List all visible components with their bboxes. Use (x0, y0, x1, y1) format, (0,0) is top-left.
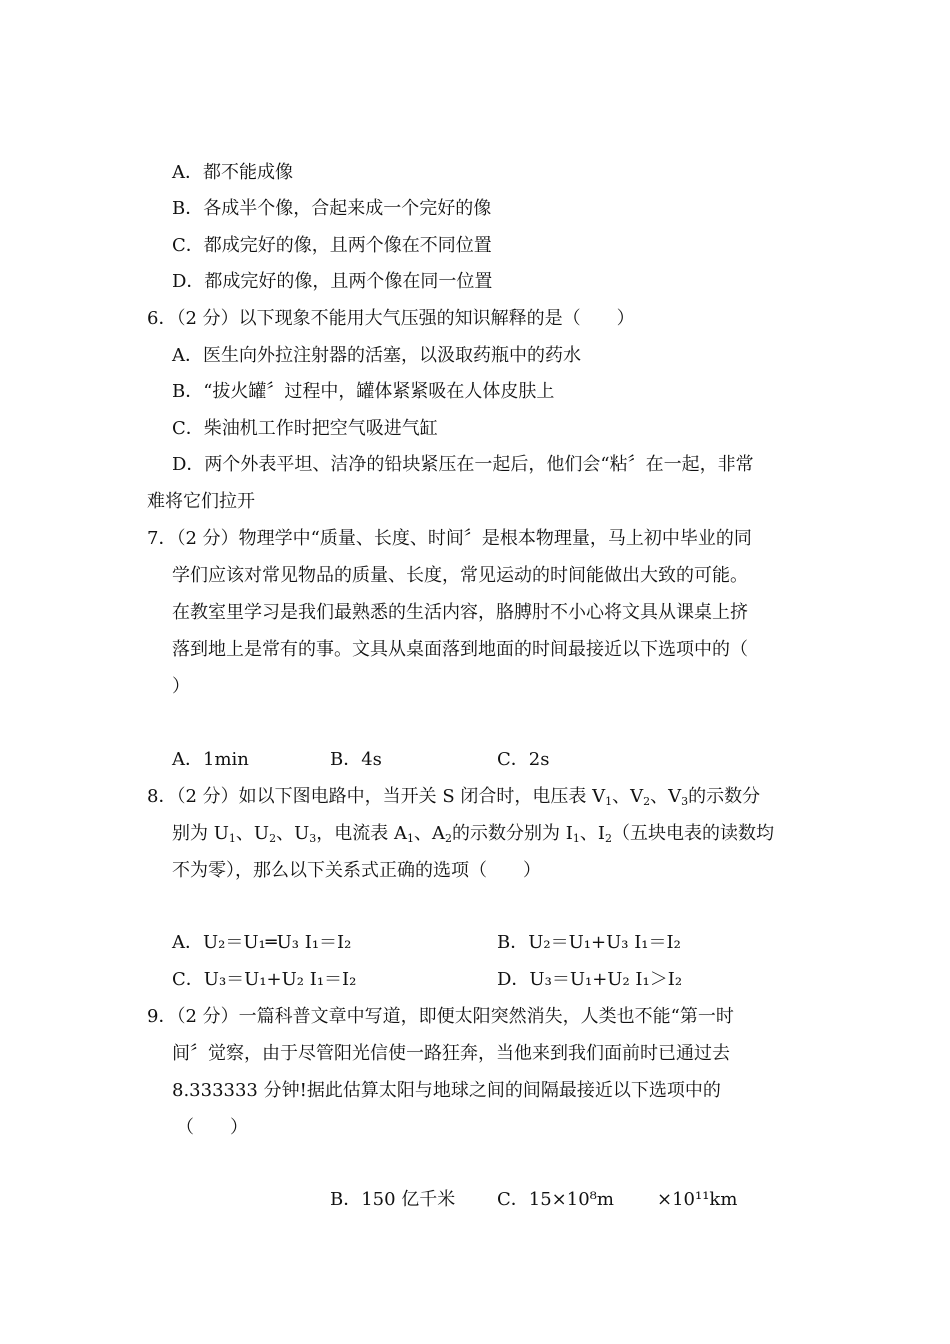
q6-option-d-line2: 难将它们拉开 (147, 491, 255, 512)
q5-option-d: D．都成完好的像，且两个像在同一位置 (172, 271, 493, 292)
q9-stem-line2: 间〞觉察，由于尽管阳光信使一路狂奔，当他来到我们面前时已通过去 (172, 1043, 730, 1064)
q8-voltmeters: $V_1$、$V_2$、$V_3$ (592, 786, 689, 808)
q8-currents: $I_1$、$I_2$ (565, 823, 612, 845)
q7-stem-line2: 学们应该对常见物品的质量、长度，常见运动的时间能做出大致的可能。 (172, 565, 748, 586)
q6-option-b: B．“拔火罐〞过程中，罐体紧紧吸在人体皮肤上 (172, 381, 555, 402)
q6-stem: 6．（2 分）以下现象不能用大气压强的知识解释的是（ ） (147, 308, 635, 329)
q9-option-d: ×10¹¹km (657, 1189, 738, 1210)
q7-stem-line5: ） (172, 676, 190, 697)
q5-option-a: A．都不能成像 (172, 162, 293, 183)
q9-stem-line3: 8.333333 分钟!据此估算太阳与地球之间的间隔最接近以下选项中的 (172, 1080, 721, 1101)
q8-text-d: （五块电表的读数均 (611, 823, 774, 844)
q8-text-b: ，电流表 (316, 823, 394, 844)
q7-option-a: A．1min (172, 749, 249, 770)
q8-ammeters: $A_1$、$A_2$ (393, 823, 452, 845)
q6-option-d-line1: D．两个外表平坦、洁净的铅块紧压在一起后，他们会“粘〞在一起，非常 (172, 454, 754, 475)
q8-voltages: $U_1$、$U_2$、$U_3$ (213, 823, 317, 845)
q9-stem-line1: 9．（2 分）一篇科普文章中写道，即便太阳突然消失，人类也不能“第一时 (147, 1006, 734, 1027)
q8-stem-text-2: 的示数分 (688, 786, 761, 807)
q8-option-b: B．U₂＝U₁+U₃ I₁＝I₂ (497, 932, 681, 953)
q8-stem-text: 8．（2 分）如以下图电路中，当开关 S 闭合时，电压表 (147, 786, 593, 807)
q9-stem-line4: （ ） (176, 1117, 248, 1138)
q8-stem-line1 (147, 785, 760, 809)
q5-option-b: B．各成半个像，合起来成一个完好的像 (172, 198, 492, 219)
q8-option-d: D．U₃＝U₁+U₂ I₁＞I₂ (497, 969, 683, 990)
q9-option-c: C．15×10⁸m (497, 1189, 614, 1210)
q5-option-c: C．都成完好的像，且两个像在不同位置 (172, 235, 492, 256)
q8-stem-line3: 不为零），那么以下关系式正确的选项（ ） (172, 860, 541, 881)
q8-text-a: 别为 (172, 823, 214, 844)
q8-option-a: A．U₂＝U₁═U₃ I₁＝I₂ (172, 932, 352, 953)
q7-option-b: B．4s (330, 749, 382, 770)
q8-option-c: C．U₃＝U₁+U₂ I₁＝I₂ (172, 969, 357, 990)
q7-stem-line3: 在教室里学习是我们最熟悉的生活内容，胳膊肘不小心将文具从课桌上挤 (172, 602, 748, 623)
q6-option-a: A．医生向外拉注射器的活塞，以汲取药瓶中的药水 (172, 345, 581, 366)
q6-option-c: C．柴油机工作时把空气吸进气缸 (172, 418, 438, 439)
q7-stem-line4: 落到地上是常有的事。文具从桌面落到地面的时间最接近以下选项中的（ (172, 639, 748, 660)
q8-text-c: 的示数分别为 (451, 823, 566, 844)
q7-stem-line1: 7．（2 分）物理学中“质量、长度、时间〞是根本物理量，马上初中毕业的同 (147, 528, 752, 549)
q8-stem-line2 (172, 822, 774, 846)
q7-option-c: C．2s (497, 749, 550, 770)
q9-option-b: B．150 亿千米 (330, 1189, 456, 1210)
